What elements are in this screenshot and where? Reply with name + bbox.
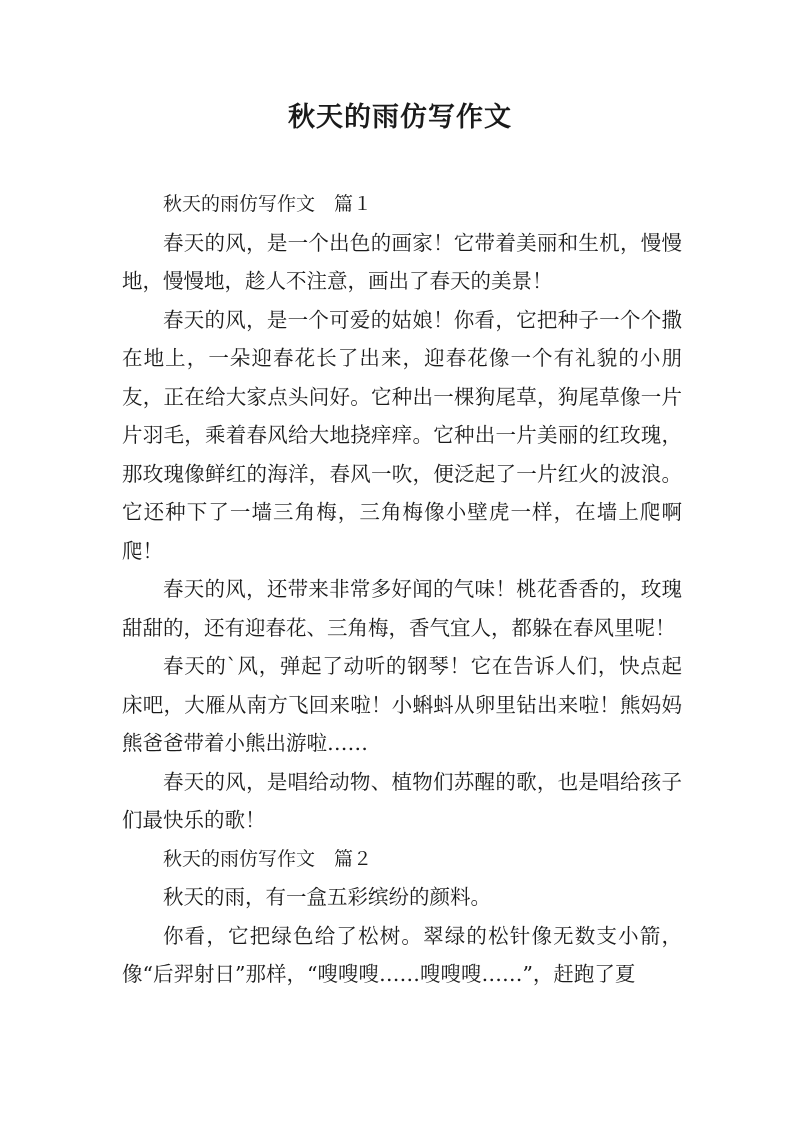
paragraph: 春天的风，是一个出色的画家！它带着美丽和生机，慢慢地，慢慢地，趁人不注意，画出了春天的美景！ — [122, 230, 682, 293]
paragraph: 你看，它把绿色给了松树。翠绿的松针像无数支小箭，像“后羿射日”那样，“嗖嗖嗖……嗖嗖嗖……”，赶跑了夏 — [122, 923, 682, 986]
paragraph: 秋天的雨，有一盒五彩缤纷的颜料。 — [163, 885, 491, 909]
paragraph: 春天的风，是唱给动物、植物们苏醒的歌，也是唱给孩子们最快乐的歌！ — [122, 769, 682, 832]
document-title: 秋天的雨仿写作文 — [288, 102, 512, 133]
paragraph: 春天的风，还带来非常多好闻的气味！桃花香香的，玫瑰甜甜的，还有迎春花、三角梅，香气宜人，都躲在春风里呢！ — [122, 577, 682, 640]
section-heading-1: 秋天的雨仿写作文 篇１ — [163, 193, 373, 215]
paragraph: 春天的风，是一个可爱的姑娘！你看，它把种子一个个撒在地上，一朵迎春花长了出来，迎春花像一个有礼貌的小朋友，正在给大家点头问好。它种出一棵狗尾草，狗尾草像一片片羽毛，乘着春风给大地挠痒痒。它种出一片美丽的红玫瑰，那玫瑰像鲜红的海洋，春风一吹，便泛起了一片红火的波浪。它还种下了一墙三角梅，三角梅像小壁虎一样，在墙上爬啊爬！ — [122, 307, 682, 563]
paragraph: 春天的`风，弹起了动听的钢琴！它在告诉人们，快点起床吧，大雁从南方飞回来啦！小蝌蚪从卵里钻出来啦！熊妈妈熊爸爸带着小熊出游啦…… — [122, 654, 682, 755]
section-heading-2: 秋天的雨仿写作文 篇２ — [163, 847, 373, 870]
document-body — [122, 185, 682, 994]
